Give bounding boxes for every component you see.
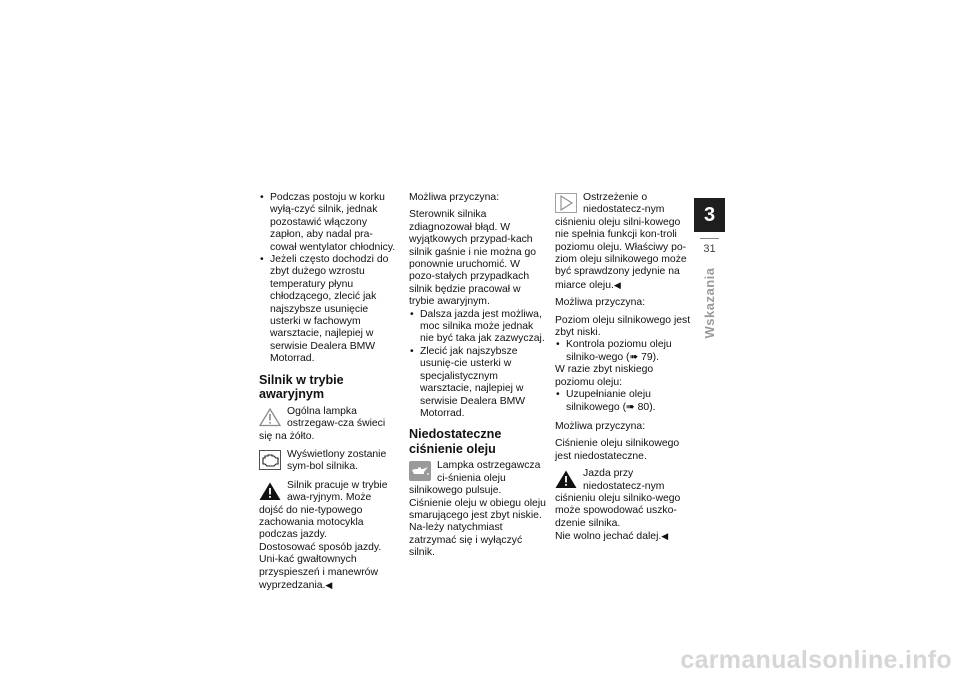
- note-text: Silnik pracuje w trybie awa-ryjnym. Może dojść do nie-typowego zachowania motocykla podczas jazdy.: [259, 479, 388, 541]
- note-text: Wyświetlony zostanie sym-bol silnika.: [287, 448, 387, 473]
- danger-note: [555, 468, 693, 530]
- note-text: Ogólna lampka ostrzegaw-cza świeci się na żółto.: [259, 405, 386, 442]
- bullet-list: [555, 339, 693, 364]
- paragraph: W razie zbyt niskiego poziomu oleju:: [555, 364, 654, 388]
- cause-label: Możliwa przyczyna:: [409, 192, 500, 203]
- info-triangle-icon: [555, 193, 577, 213]
- column-1: [259, 192, 397, 592]
- engine-icon: [259, 450, 281, 470]
- column-2: [409, 192, 547, 560]
- warning-triangle-filled-icon: [555, 469, 577, 489]
- section-heading: Silnik w trybie awaryjnym: [259, 372, 344, 402]
- cause-label: Możliwa przyczyna:: [555, 297, 646, 309]
- list-item: • Dalsza jazda jest możliwa, moc silnika może jednak nie być taka jak zazwyczaj.: [409, 309, 547, 346]
- section-label: Wskazania: [702, 267, 717, 339]
- note-text: Jazda przy niedostatecz-nym ciśnieniu oleju silniko-wego może spowodować uszko-dzenie silnika.: [555, 468, 681, 529]
- paragraph: Dostosować sposób jazdy. Uni-kać gwałtownych przyspieszeń i manewrów wyprzedzania.◀: [259, 541, 382, 591]
- paragraph: Ciśnienie oleju w obiegu oleju smarującego jest zbyt niskie. Na-leży natychmiast zatrzymać się i wyłączyć silnik.: [409, 497, 546, 559]
- list-item: • Zlecić jak najszybsze usunię-cie usterki w specjalistycznym warsztacie, najlepiej w serwisie Dealera BMW Motorrad.: [409, 346, 547, 420]
- chapter-tab: 3: [694, 198, 725, 232]
- note-text: Lampka ostrzegawcza ci-śnienia oleju silnikowego pulsuje.: [409, 460, 541, 497]
- cause-label: Możliwa przyczyna:: [555, 420, 646, 432]
- warning-triangle-outline-icon: [259, 407, 281, 427]
- engine-note: [259, 449, 397, 474]
- info-note: [555, 192, 693, 292]
- list-item: • Jeżeli często dochodzi do zbyt dużego wzrostu temperatury płynu chłodzącego, zlecić jak najszybsze usunięcie usterki w fachowym warsztacie, najlepiej w serwisie Dealera BMW Motorrad.: [259, 254, 397, 366]
- oil-note: [409, 460, 547, 497]
- list-item: • Podczas postoju w korku wyłą-czyć silnik, jednak pozostawić włączony zapłon, aby nadal pra-cował wentylator chłodnicy.: [259, 192, 397, 254]
- oil-can-icon: [409, 461, 431, 481]
- end-mark: ◀: [613, 279, 621, 290]
- page-number: 31: [703, 243, 716, 255]
- section-heading: Niedostateczne ciśnienie oleju: [409, 427, 502, 456]
- warning-triangle-filled-icon: [259, 481, 281, 501]
- end-mark: ◀: [325, 579, 333, 590]
- paragraph: Poziom oleju silnikowego jest zbyt niski.: [555, 314, 691, 339]
- bullet-list: [555, 389, 693, 414]
- danger-note: [259, 480, 397, 542]
- paragraph: Ciśnienie oleju silnikowego jest niedostateczne.: [555, 438, 680, 462]
- column-3: [555, 192, 693, 544]
- list-item: • Kontrola poziomu oleju silniko-wego (➠ 79).: [555, 339, 693, 364]
- paragraph: Sterownik silnika zdiagnozował błąd. W wyjątkowych przypad-kach silnik gaśnie i nie można go ponownie uruchomić. W pozo-stałych przypadkach silnik będzie pracował w trybie awaryjnym.: [409, 209, 537, 308]
- watermark: carmanualsonline.info: [680, 646, 952, 674]
- paragraph: Nie wolno jechać dalej.◀: [555, 531, 669, 543]
- bullet-list: [259, 192, 397, 366]
- warning-note: [259, 406, 397, 443]
- list-item: • Uzupełnianie oleju silnikowego (➠ 80).: [555, 389, 693, 414]
- tab-divider: [700, 238, 719, 239]
- end-mark: ◀: [661, 531, 669, 542]
- bullet-list: [409, 309, 547, 421]
- note-text: Ostrzeżenie o niedostatecz-nym ciśnieniu oleju silni-kowego nie spełnia funkcji kon-troli poziomu oleju. Właściwy po-ziom oleju silnikowego może być sprawdzony jedynie na miarce oleju.: [555, 192, 687, 291]
